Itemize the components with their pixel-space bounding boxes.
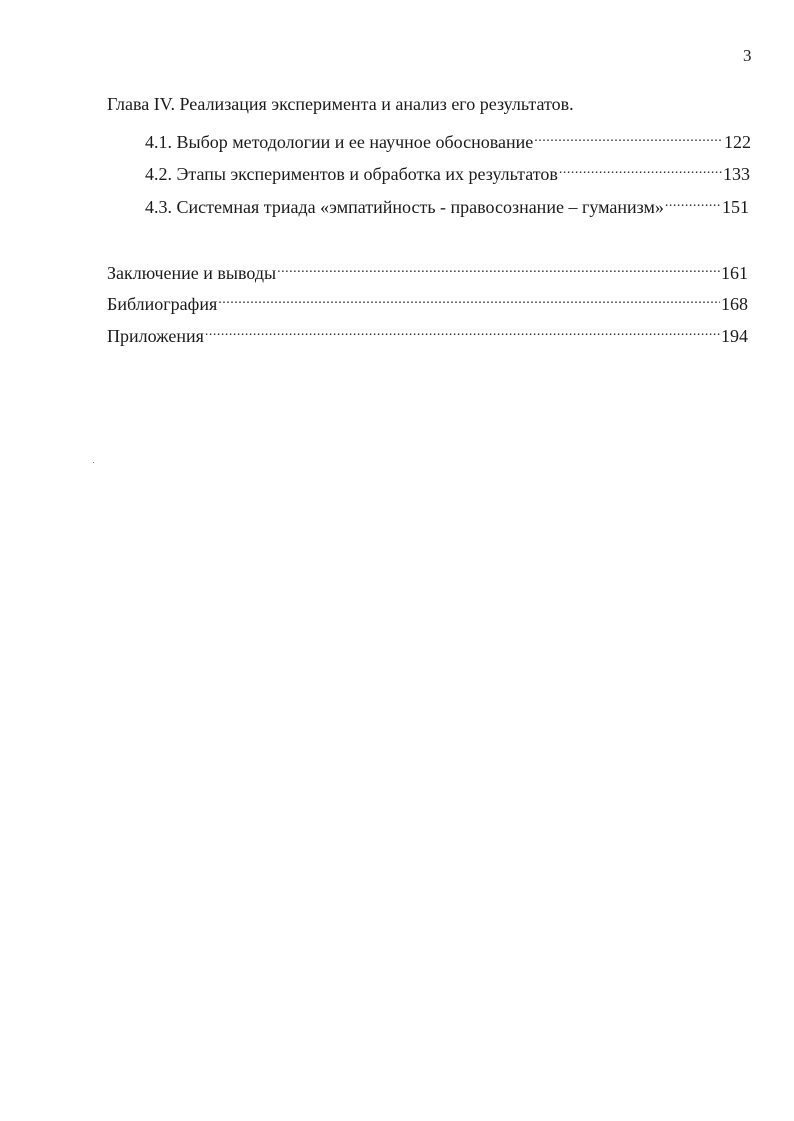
toc-entry-4-1 [145, 124, 751, 152]
toc-entry-page: 122 [724, 132, 751, 152]
dot-leader [277, 255, 720, 279]
toc-entry-bibliography [107, 286, 748, 314]
toc-entry-page: 168 [721, 294, 748, 314]
toc-entry-conclusion [107, 255, 748, 283]
toc-entry-label: 4.3. Системная триада «эмпатийность - правосознание – гуманизм» [145, 197, 664, 217]
toc-entry-page: 151 [722, 197, 749, 217]
dot-leader [218, 286, 720, 310]
toc-entry-4-2 [145, 156, 750, 184]
page-number: 3 [743, 46, 752, 65]
toc-entry-page: 161 [721, 263, 748, 283]
toc-entry-label: 4.2. Этапы экспериментов и обработка их результатов [145, 164, 558, 184]
toc-entry-label: Заключение и выводы [107, 263, 277, 283]
toc-entry-label: 4.1. Выбор методологии и ее научное обоснование [145, 132, 534, 152]
toc-entry-label: Библиография [107, 294, 218, 314]
scan-speck [93, 462, 94, 463]
toc-entry-page: 194 [721, 326, 748, 346]
dot-leader [205, 318, 720, 342]
toc-entry-label: Приложения [107, 326, 204, 346]
toc-entry-page: 133 [723, 164, 750, 184]
chapter-heading: Глава IV. Реализация эксперимента и анализ его результатов. [107, 94, 574, 114]
dot-leader [534, 124, 723, 148]
dot-leader [559, 156, 722, 180]
toc-entry-appendices [107, 318, 748, 346]
dot-leader [665, 189, 721, 213]
toc-entry-4-3 [145, 189, 749, 217]
